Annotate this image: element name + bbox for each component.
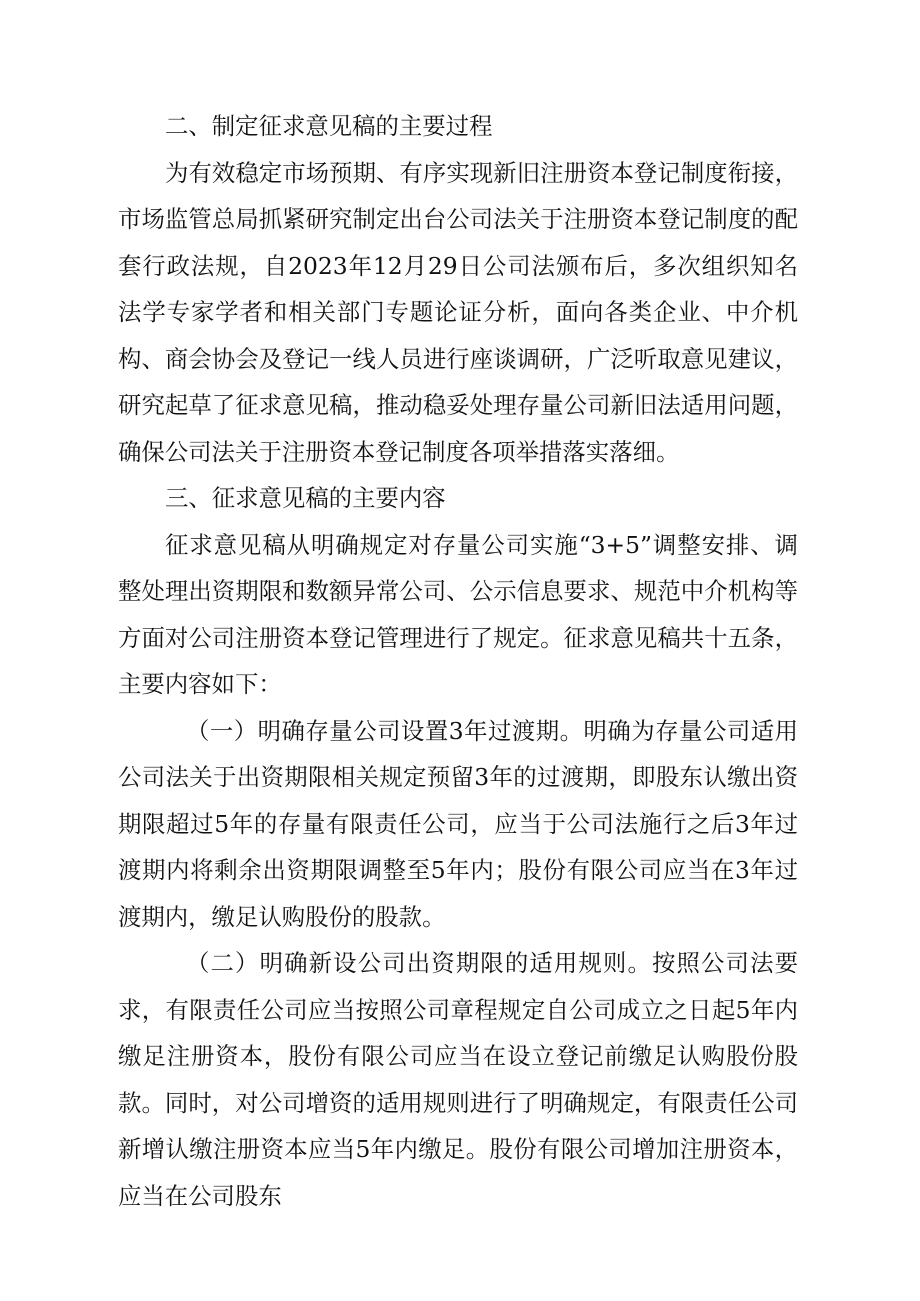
item-1-paragraph: （一）明确存量公司设置3年过渡期。明确为存量公司适用公司法关于出资期限相关规定预留3年的过渡期，即股东认缴出资期限超过5年的存量有限责任公司，应当于公司法施行之后3年过渡期内将剩余出资期限调整至5年内；股份有限公司应当在3年过渡期内，缴足认购股份的股款。 bbox=[118, 716, 798, 931]
section-3-intro: 征求意见稿从明确规定对存量公司实施“3+5”调整安排、调整处理出资期限和数额异常公司、公示信息要求、规范中介机构等方面对公司注册资本登记管理进行了规定。征求意见稿共十五条，主要内容如下： bbox=[118, 530, 798, 698]
section-2-body: 为有效稳定市场预期、有序实现新旧注册资本登记制度衔接，市场监管总局抓紧研究制定出台公司法关于注册资本登记制度的配套行政法规，自2023年12月29日公司法颁布后，多次组织知名法学专家学者和相关部门专题论证分析，面向各类企业、中介机构、商会协会及登记一线人员进行座谈调研，广泛听取意见建议，研究起草了征求意见稿，推动稳妥处理存量公司新旧法适用问题，确保公司法关于注册资本登记制度各项举措落实落细。 bbox=[118, 158, 798, 466]
item-2-paragraph: （二）明确新设公司出资期限的适用规则。按照公司法要求，有限责任公司应当按照公司章程规定自公司成立之日起5年内缴足注册资本，股份有限公司应当在设立登记前缴足认购股份股款。同时，对公司增资的适用规则进行了明确规定，有限责任公司新增认缴注册资本应当5年内缴足。股份有限公司增加注册资本，应当在公司股东 bbox=[118, 949, 798, 1210]
document-page bbox=[118, 103, 798, 1219]
section-2-heading: 二、制定征求意见稿的主要过程 bbox=[165, 112, 493, 140]
section-3-heading: 三、征求意见稿的主要内容 bbox=[165, 484, 446, 512]
